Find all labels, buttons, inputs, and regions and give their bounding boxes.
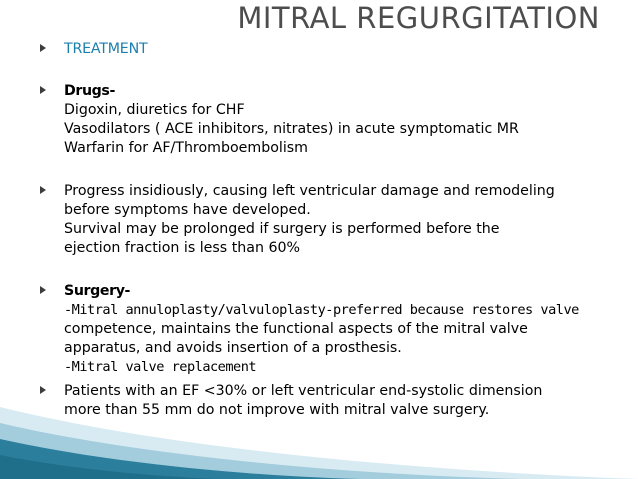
corner-swoosh-decoration	[0, 389, 638, 479]
progress-line: Progress insidiously, causing left ventricular damage and remodeling	[64, 183, 555, 199]
drugs-heading: Drugs-	[64, 83, 115, 99]
patients-line: Patients with an EF <30% or left ventricular end-systolic dimension	[64, 383, 543, 399]
bullet-arrow-icon	[40, 86, 46, 94]
drugs-line: Warfarin for AF/Thromboembolism	[64, 140, 308, 156]
surgery-line: -Mitral valve replacement	[64, 359, 257, 375]
slide-title: MITRAL REGURGITATION	[237, 1, 600, 35]
slide-content	[40, 36, 610, 420]
surgery-heading: Surgery-	[64, 283, 131, 299]
bullet-drugs	[40, 82, 610, 158]
bullet-progress	[40, 182, 610, 258]
surgery-line: apparatus, and avoids insertion of a prosthesis.	[64, 340, 402, 356]
treatment-heading: TREATMENT	[64, 41, 148, 57]
bullet-arrow-icon	[40, 286, 46, 294]
surgery-line: -Mitral annuloplasty/valvuloplasty-preferred because restores valve	[64, 302, 579, 318]
patients-line: more than 55 mm do not improve with mitral valve surgery.	[64, 402, 490, 418]
progress-line: ejection fraction is less than 60%	[64, 240, 300, 256]
bullet-arrow-icon	[40, 186, 46, 194]
surgery-line: competence, maintains the functional aspects of the mitral valve	[64, 321, 528, 337]
bullet-arrow-icon	[40, 44, 46, 52]
bullet-surgery	[40, 282, 610, 377]
drugs-line: Vasodilators ( ACE inhibitors, nitrates) in acute symptomatic MR	[64, 121, 519, 137]
drugs-line: Digoxin, diuretics for CHF	[64, 102, 245, 118]
bullet-treatment	[40, 40, 610, 59]
progress-line: before symptoms have developed.	[64, 202, 311, 218]
progress-line: Survival may be prolonged if surgery is performed before the	[64, 221, 500, 237]
